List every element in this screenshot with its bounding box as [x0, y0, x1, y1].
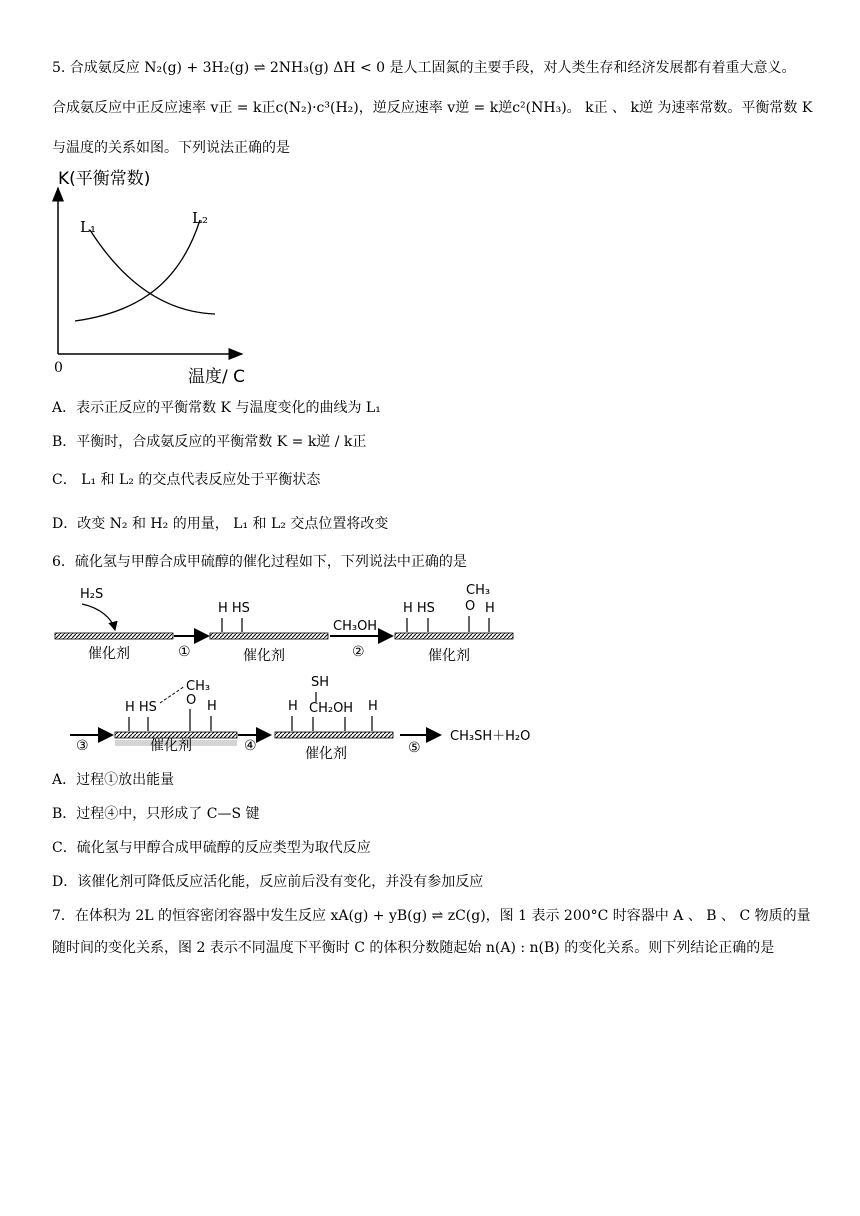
catalyst-label-1: 催化剂	[88, 646, 130, 662]
q6-option-a: A．过程①放出能量	[52, 772, 175, 788]
q6-option-c: C．硫化氢与甲醇合成甲硫醇的反应类型为取代反应	[52, 840, 371, 856]
step-5-label: ⑤	[408, 740, 421, 756]
curve-L2-label: L₂	[192, 209, 208, 227]
origin-label: 0	[54, 360, 63, 376]
h-label-5a: H	[288, 699, 298, 714]
dashed-bond	[160, 686, 185, 703]
q5-line-1: 5. 合成氨反应 N₂(g) + 3H₂(g) ⇌ 2NH₃(g) ΔH < 0 是人工固氮的主要手段，对人类生存和经济发展都有着重大意义。	[52, 60, 796, 76]
q6-option-b: B．过程④中，只形成了 C—S 键	[52, 806, 260, 822]
curve-L1	[90, 230, 215, 314]
q7-line-2: 随时间的变化关系，图 2 表示不同温度下平衡时 C 的体积分数随起始 n(A) : n(B) 的变化关系。则下列结论正确的是	[52, 940, 775, 956]
ch2oh-label: CH₂OH	[309, 701, 354, 716]
q5-option-d: D．改变 N₂ 和 H₂ 的用量， L₁ 和 L₂ 交点位置将改变	[52, 516, 389, 532]
x-axis-label: 温度/ C	[188, 367, 246, 387]
catalyst-label-5: 催化剂	[305, 746, 347, 762]
catalyst-surface-5	[275, 732, 393, 738]
step-3-label: ③	[76, 738, 89, 754]
catalyst-label-4: 催化剂	[150, 738, 192, 754]
q5-option-b: B．平衡时，合成氨反应的平衡常数 K = k逆 / k正	[52, 434, 367, 450]
product-label: CH₃SH＋H₂O	[450, 729, 531, 744]
catalyst-label-2: 催化剂	[243, 648, 285, 664]
q7-line-1: 7．在体积为 2L 的恒容密闭容器中发生反应 xA(g) + yB(g) ⇌ zC(g)，图 1 表示 200°C 时容器中 A 、 B 、 C 物质的量	[52, 908, 811, 924]
catalyst-surface-3	[395, 633, 513, 639]
step-2-label: ②	[352, 644, 365, 660]
q6-stem: 6．硫化氢与甲醇合成甲硫醇的催化过程如下，下列说法中正确的是	[52, 554, 467, 570]
y-axis-label: K(平衡常数)	[58, 169, 151, 189]
ch3oh-label: CH₃OH	[333, 619, 378, 634]
ch3-label-4: CH₃	[186, 679, 211, 694]
curve-L1-label: L₁	[80, 218, 96, 236]
catalyst-surface-2	[210, 633, 328, 639]
catalyst-surface-1	[55, 633, 173, 639]
q5-line-3: 与温度的关系如图。下列说法正确的是	[52, 140, 290, 156]
o-label-3: O	[465, 599, 476, 614]
h-label-3: H	[485, 601, 495, 616]
step-1-label: ①	[178, 644, 191, 660]
h-label-4: H	[207, 699, 217, 714]
catalyst-label-3: 催化剂	[428, 648, 470, 664]
h-hs-label-4: H HS	[125, 700, 157, 715]
q5-option-a: A．表示正反应的平衡常数 K 与温度变化的曲线为 L₁	[52, 400, 381, 416]
o-label-4: O	[186, 693, 197, 708]
ch3-label-3: CH₃	[466, 583, 491, 598]
q5-line-2: 合成氨反应中正反应速率 v正 = k正c(N₂)·c³(H₂)，逆反应速率 v逆 = k逆c²(NH₃)。 k正 、 k逆 为速率常数。平衡常数 K	[52, 100, 813, 116]
h-label-5b: H	[368, 699, 378, 714]
h-hs-label-2: H HS	[218, 601, 250, 616]
h2s-adsorb-arrow	[82, 604, 115, 630]
q6-option-d: D．该催化剂可降低反应活化能，反应前后没有变化，并没有参加反应	[52, 874, 484, 890]
step-4-label: ④	[244, 738, 257, 754]
h2s-label: H₂S	[80, 587, 104, 602]
q5-option-c: C． L₁ 和 L₂ 的交点代表反应处于平衡状态	[52, 472, 321, 488]
q5-k-temperature-graph	[0, 162, 860, 392]
q6-catalysis-diagram	[0, 578, 860, 768]
h-hs-label-3: H HS	[403, 601, 435, 616]
sh-label: SH	[311, 675, 330, 690]
